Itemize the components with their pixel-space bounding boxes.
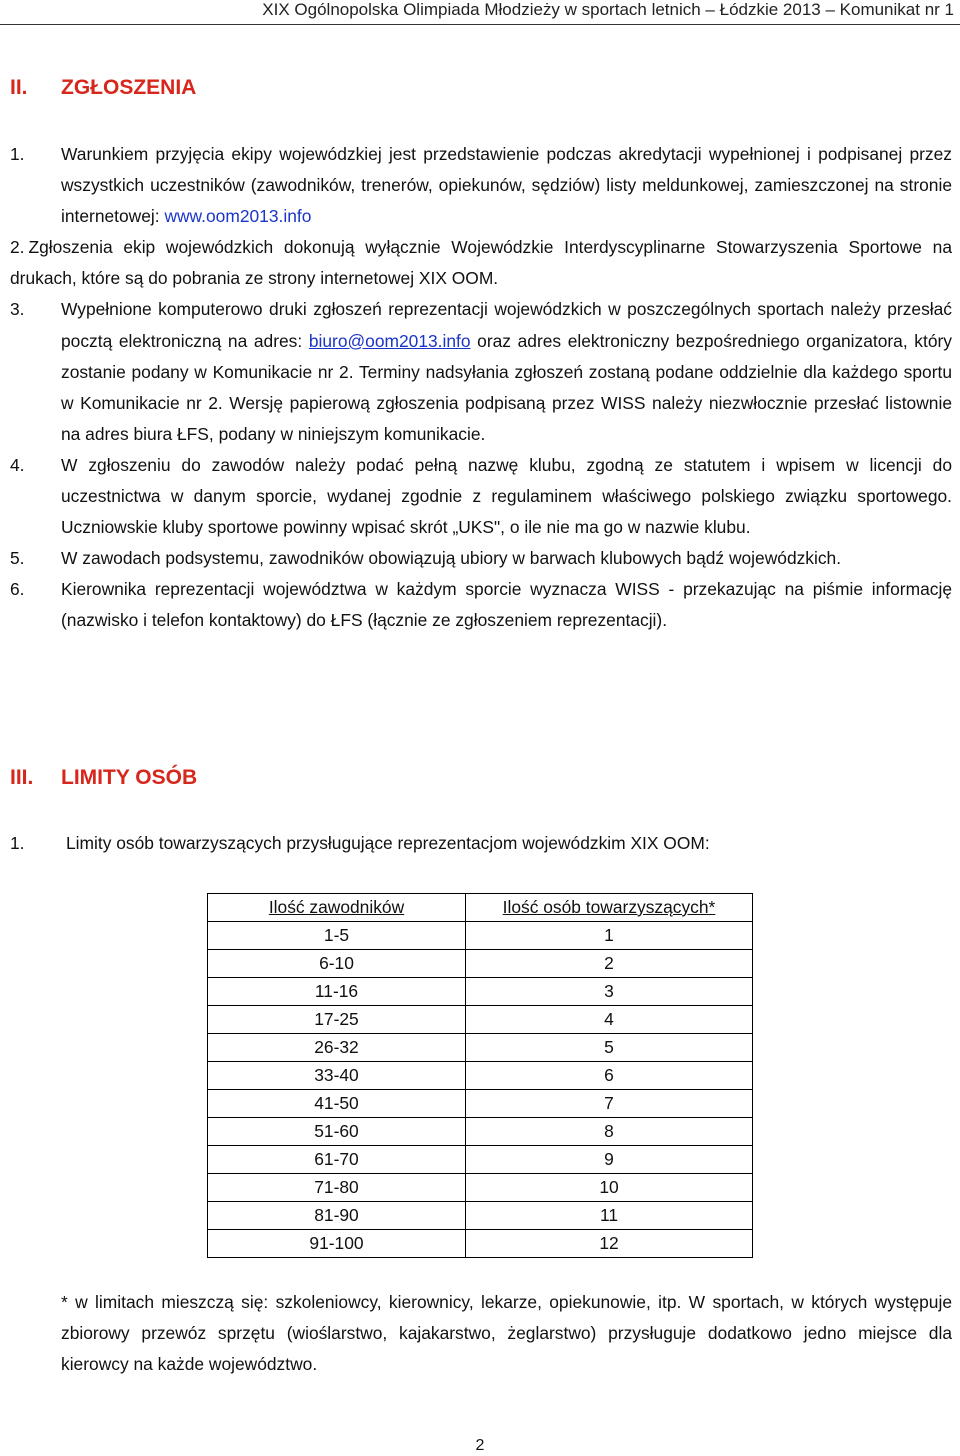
list-item [0, 139, 960, 232]
item-number: 1. [10, 144, 25, 164]
table-row [208, 1146, 753, 1174]
companions-count: 6 [466, 1062, 753, 1090]
section-heading-limity [10, 765, 197, 791]
companions-count: 5 [466, 1034, 753, 1062]
item-number: 1. [10, 833, 25, 853]
athletes-range: 6-10 [208, 950, 466, 978]
athletes-range: 51-60 [208, 1118, 466, 1146]
athletes-range: 61-70 [208, 1146, 466, 1174]
companions-count: 7 [466, 1090, 753, 1118]
item-number: 6. [10, 579, 25, 600]
table-header-row [208, 894, 753, 922]
list-item [0, 543, 960, 574]
item-number: 4. [10, 454, 25, 475]
table-row [208, 922, 753, 950]
limits-intro-text: Limity osób towarzyszących przysługujące reprezentacjom wojewódzkim XIX OOM: [66, 833, 710, 853]
section-number: II. [10, 76, 28, 99]
table-row [208, 1034, 753, 1062]
website-link[interactable]: www.oom2013.info [164, 206, 312, 227]
athletes-range: 17-25 [208, 1006, 466, 1034]
item-number: 2. [10, 237, 25, 258]
registration-list [0, 139, 960, 637]
column-header-companions: Ilość osób towarzyszących* [466, 894, 753, 922]
companions-count: 1 [466, 922, 753, 950]
item-number: 3. [10, 299, 25, 320]
list-item [0, 294, 960, 449]
athletes-range: 41-50 [208, 1090, 466, 1118]
table-row [208, 1006, 753, 1034]
athletes-range: 1-5 [208, 922, 466, 950]
companions-count: 3 [466, 978, 753, 1006]
email-link[interactable]: biuro@oom2013.info [308, 330, 471, 351]
item-text: Kierownika reprezentacji województwa w każdym sporcie wyznacza WISS - przekazując na piśmie informację (nazwisko i telefon kontaktowy) do ŁFS (łącznie ze zgłoszeniem reprezentacji). [61, 579, 952, 631]
athletes-range: 71-80 [208, 1174, 466, 1202]
companions-count: 4 [466, 1006, 753, 1034]
section-number: III. [10, 766, 34, 789]
athletes-range: 26-32 [208, 1034, 466, 1062]
companions-count: 12 [466, 1230, 753, 1258]
athletes-range: 81-90 [208, 1202, 466, 1230]
table-row [208, 1230, 753, 1258]
list-item [0, 232, 960, 294]
header-divider [0, 24, 960, 25]
athletes-range: 91-100 [208, 1230, 466, 1258]
list-item [0, 450, 960, 543]
companions-count: 11 [466, 1202, 753, 1230]
item-text: W zgłoszeniu do zawodów należy podać pełną nazwę klubu, zgodną ze statutem i wpisem w licencji do uczestnictwa w danym sporcie, wydanej zgodnie z regulaminem właściwego polskiego związku sportowego. Uczniowskie kluby sportowe powinny wpisać skrót „UKS", o ile nie ma go w nazwie klubu. [61, 454, 952, 538]
section-title: LIMITY OSÓB [61, 766, 198, 789]
companions-count: 9 [466, 1146, 753, 1174]
table-row [208, 950, 753, 978]
page-header: XIX Ogólnopolska Olimpiada Młodzieży w sportach letnich – Łódzkie 2013 – Komunikat nr 1 [262, 0, 954, 19]
table-row [208, 1090, 753, 1118]
table-row [208, 1118, 753, 1146]
table-row [208, 978, 753, 1006]
table-row [208, 1062, 753, 1090]
column-header-athletes: Ilość zawodników [208, 894, 466, 922]
item-text: Zgłoszenia ekip wojewódzkich dokonują wyłącznie Wojewódzkie Interdyscyplinarne Stowarzyszenia Sportowe na drukach, które są do pobrania ze strony internetowej XIX OOM. [10, 237, 952, 289]
section-title: ZGŁOSZENIA [61, 76, 197, 99]
item-text: Wypełnione komputerowo druki zgłoszeń reprezentacji wojewódzkich w poszczególnych sportach należy przesłać pocztą elektroniczną na adres: [61, 299, 952, 351]
companions-count: 8 [466, 1118, 753, 1146]
companions-count: 10 [466, 1174, 753, 1202]
item-text-continued: oraz adres elektroniczny bezpośredniego organizatora, który zostanie podany w Komunikacie nr 2. Terminy nadsyłania zgłoszeń zostaną podane oddzielnie dla każdego sportu w Komunikacie nr 2. Wersję papierową zgłoszenia podpisaną przez WISS należy niezwłocznie przesłać listownie na adres biura ŁFS, podany w niniejszym komunikacie. [61, 330, 952, 444]
companions-count: 2 [466, 950, 753, 978]
footnote: * w limitach mieszczą się: szkoleniowcy, kierownicy, lekarze, opiekunowie, itp. W sportach, w których występuje zbiorowy przewóz sprzętu (wioślarstwo, kajakarstwo, żeglarstwo) przysługuje dodatkowo jedno miejsce dla kierowcy na każde województwo. [61, 1292, 952, 1375]
table-row [208, 1202, 753, 1230]
limits-intro [10, 828, 710, 859]
limits-table [207, 893, 753, 1258]
item-text: Warunkiem przyjęcia ekipy wojewódzkiej jest przedstawienie podczas akredytacji wypełnionej i podpisanej przez wszystkich uczestników (zawodników, trenerów, opiekunów, sędziów) listy meldunkowej, zamieszczonej na stronie internetowej: [61, 144, 952, 227]
section-heading-zgloszenia [10, 75, 196, 101]
item-number: 5. [10, 548, 25, 569]
list-item [0, 574, 960, 636]
item-text: W zawodach podsystemu, zawodników obowiązują ubiory w barwach klubowych bądź wojewódzkich. [61, 548, 842, 569]
athletes-range: 11-16 [208, 978, 466, 1006]
athletes-range: 33-40 [208, 1062, 466, 1090]
page-number: 2 [475, 1437, 485, 1454]
table-row [208, 1174, 753, 1202]
